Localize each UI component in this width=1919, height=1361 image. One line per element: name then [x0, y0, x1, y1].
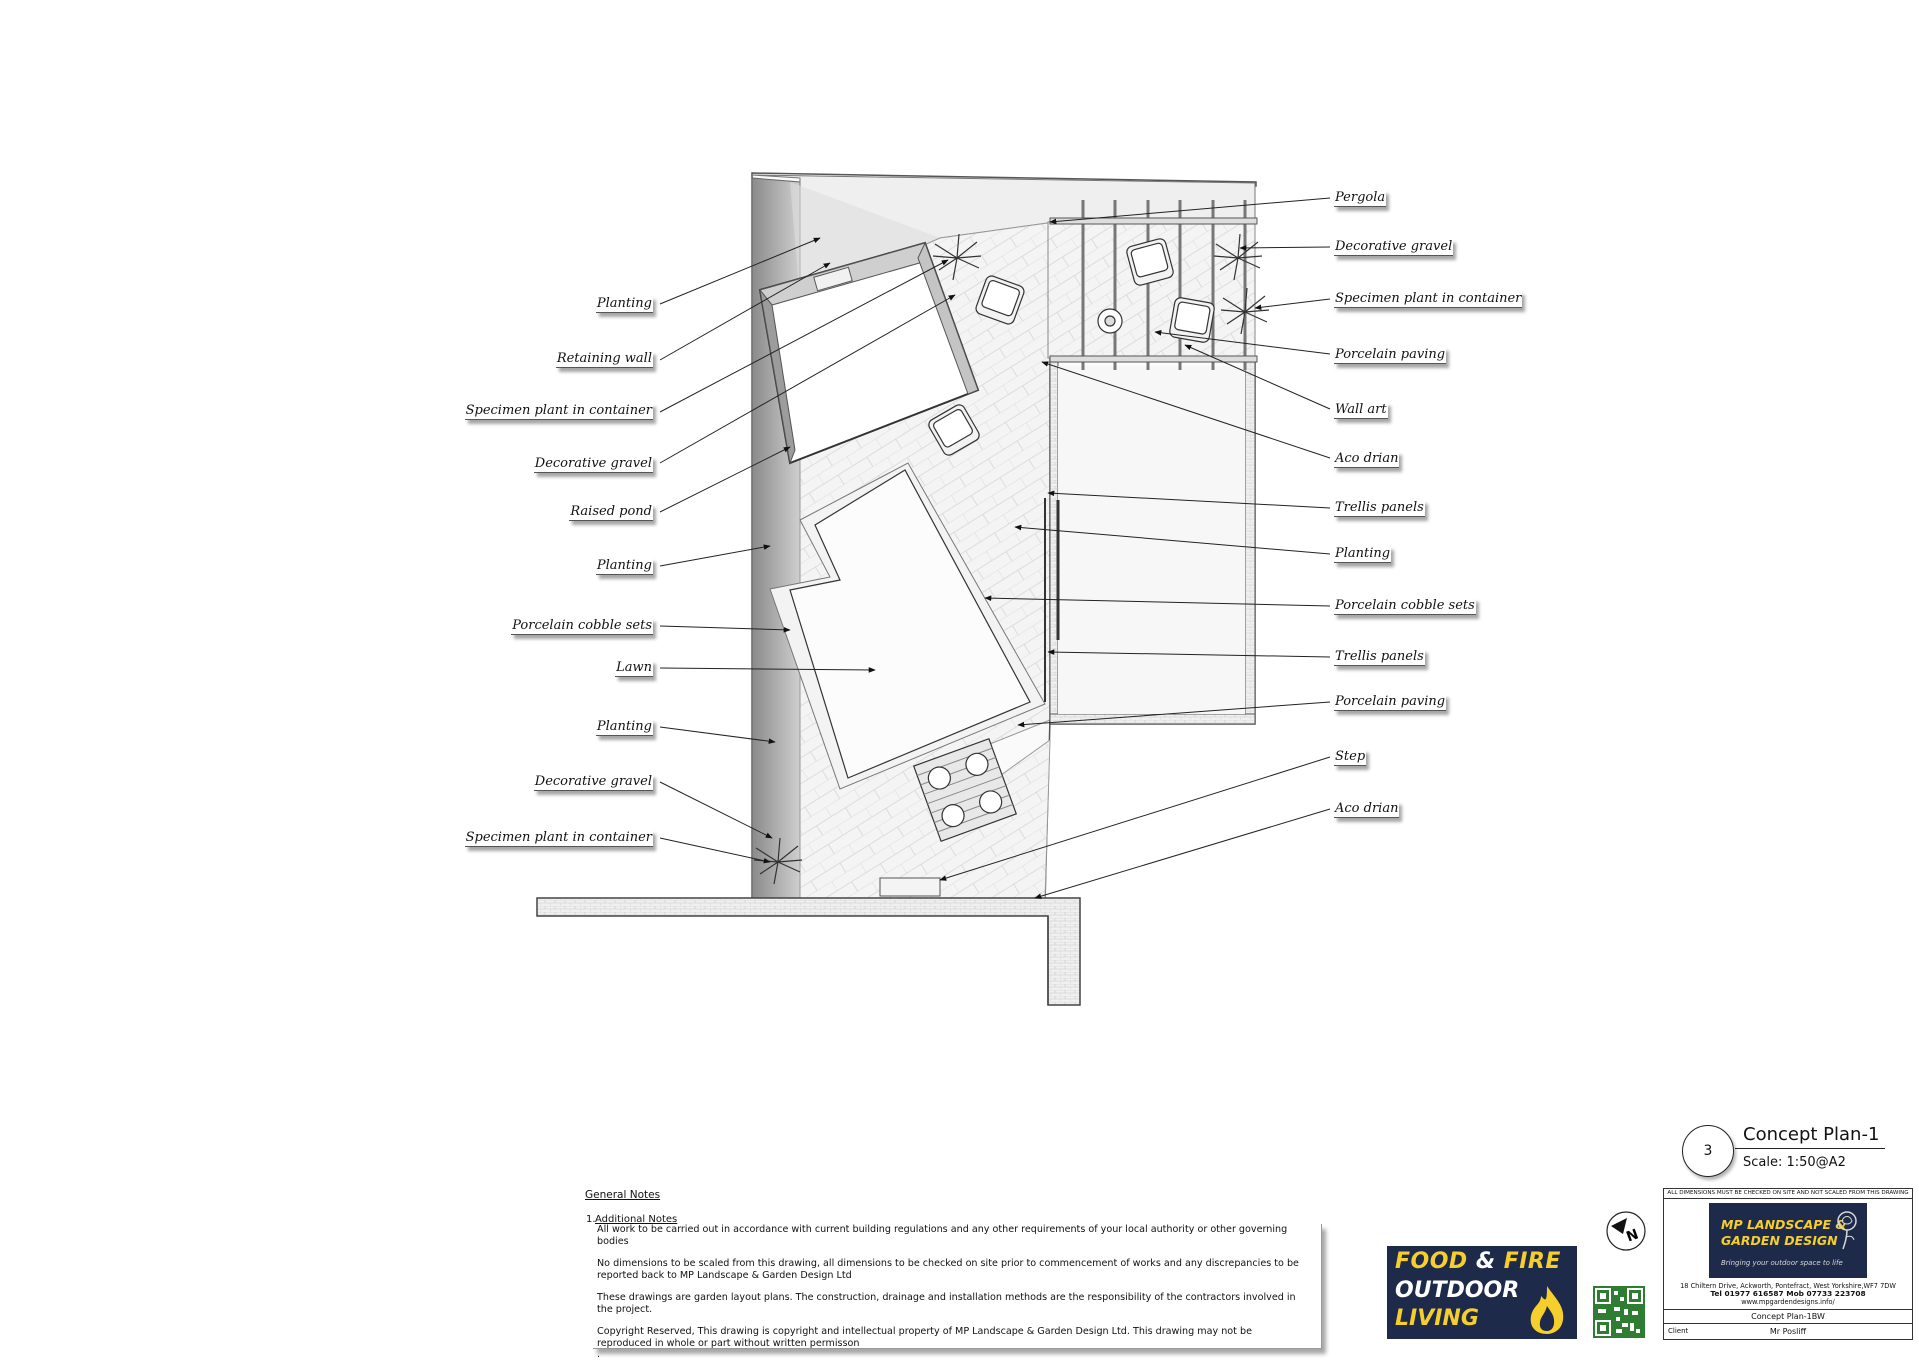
- logo-word-outdoor: OUTDOOR: [1395, 1278, 1520, 1303]
- north-label: N: [1624, 1226, 1641, 1246]
- company-website: www.mpgardendesigns.info/: [1741, 1298, 1835, 1306]
- company-phones: Tel 01977 616587 Mob 07733 223708: [1710, 1289, 1866, 1298]
- view-tag-underline: [1735, 1148, 1885, 1149]
- label-porcelain-paving-top: Porcelain paving: [1335, 347, 1446, 362]
- title-block-warning: ALL DIMENSIONS MUST BE CHECKED ON SITE AND NOT SCALED FROM THIS DRAWING: [1664, 1189, 1912, 1199]
- mp-landscape-logo: [1709, 1203, 1867, 1278]
- view-scale: Scale: 1:50@A2: [1743, 1155, 1846, 1170]
- label-retaining-wall: Retaining wall: [556, 351, 652, 366]
- view-number-circle: 3: [1682, 1125, 1734, 1177]
- qr-code: [1593, 1286, 1645, 1338]
- label-planting-right: Planting: [1335, 546, 1391, 561]
- right-planting-bed: [1045, 358, 1255, 724]
- general-notes-title: General Notes: [585, 1189, 661, 1201]
- label-specimen-plant-left-top: Specimen plant in container: [465, 403, 652, 418]
- flame-icon: [1525, 1284, 1569, 1336]
- label-trellis-panels-top: Trellis panels: [1335, 500, 1424, 515]
- drawing-name: Concept Plan-1BW: [1664, 1309, 1912, 1324]
- label-planting-mid-left: Planting: [596, 558, 652, 573]
- logo-word-fire: FIRE: [1503, 1249, 1561, 1274]
- note-paragraph: Copyright Reserved, This drawing is copyright and intellectual property of MP Landscape & Garden Design Ltd. This drawing may not be reproduced in whole or part without written permisson: [597, 1326, 1252, 1349]
- company-address: 18 Chiltern Drive, Ackworth, Pontefract, West Yorkshire,WF7 7DW: [1680, 1282, 1896, 1290]
- title-block: [1663, 1188, 1913, 1340]
- label-specimen-plant-left-bottom: Specimen plant in container: [465, 830, 652, 845]
- label-raised-pond: Raised pond: [570, 504, 652, 519]
- label-porcelain-paving-bottom: Porcelain paving: [1335, 694, 1446, 709]
- client-label: Client: [1668, 1327, 1689, 1335]
- label-wall-art: Wall art: [1335, 402, 1387, 417]
- label-trellis-panels-bottom: Trellis panels: [1335, 649, 1424, 664]
- company-tagline: Bringing your outdoor space to life: [1721, 1259, 1843, 1267]
- label-planting-bottom-left: Planting: [596, 719, 652, 734]
- logo-ampersand: &: [1467, 1249, 1504, 1274]
- logo-word-living: LIVING: [1395, 1306, 1479, 1331]
- note-trailing: .: [597, 1349, 601, 1360]
- rose-icon: [1833, 1209, 1861, 1251]
- company-contact: [1664, 1282, 1912, 1306]
- note-paragraph: No dimensions to be scaled from this drawing, all dimensions to be checked on site prior to commencement of works and any discrepancies to be reported back to MP Landscape & Garden Design Ltd: [597, 1258, 1299, 1281]
- label-planting-top-left: Planting: [596, 296, 652, 311]
- label-decorative-gravel-left-bottom: Decorative gravel: [534, 774, 652, 789]
- label-lawn: Lawn: [616, 660, 652, 675]
- label-porcelain-cobble-left: Porcelain cobble sets: [512, 618, 652, 633]
- pergola: [1048, 200, 1257, 370]
- logo-word-food: FOOD: [1395, 1249, 1468, 1274]
- additional-notes-heading: Additional Notes: [595, 1214, 678, 1225]
- label-pergola: Pergola: [1335, 190, 1386, 205]
- label-decorative-gravel-right: Decorative gravel: [1335, 239, 1453, 254]
- note-paragraph: All work to be carried out in accordance with current building regulations and any other requirements of your local authority or other governing bodies: [597, 1224, 1288, 1247]
- notes-number: 1.: [586, 1214, 596, 1225]
- view-title: Concept Plan-1: [1743, 1124, 1880, 1145]
- client-row: [1664, 1323, 1912, 1339]
- label-specimen-plant-right: Specimen plant in container: [1335, 291, 1522, 306]
- label-aco-drain-top: Aco drian: [1335, 451, 1399, 466]
- company-name-line1: MP LANDSCAPE &: [1721, 1217, 1847, 1232]
- client-name: Mr Posliff: [1769, 1327, 1807, 1336]
- label-aco-drain-bottom: Aco drian: [1335, 801, 1399, 816]
- step: [880, 878, 940, 896]
- house-wall: [537, 898, 1080, 1005]
- label-porcelain-cobble-right: Porcelain cobble sets: [1335, 598, 1475, 613]
- north-arrow-icon: [1605, 1210, 1647, 1252]
- notes-box: [593, 1224, 1322, 1360]
- label-decorative-gravel-left-top: Decorative gravel: [534, 456, 652, 471]
- qr-pattern-icon: [1593, 1286, 1645, 1338]
- label-step: Step: [1335, 749, 1366, 764]
- company-name-line2: GARDEN DESIGN: [1721, 1233, 1838, 1248]
- food-fire-logo: [1387, 1246, 1577, 1339]
- note-paragraph: These drawings are garden layout plans. The construction, drainage and installation methods are the responsibility of the contractors involved in the project.: [597, 1292, 1296, 1315]
